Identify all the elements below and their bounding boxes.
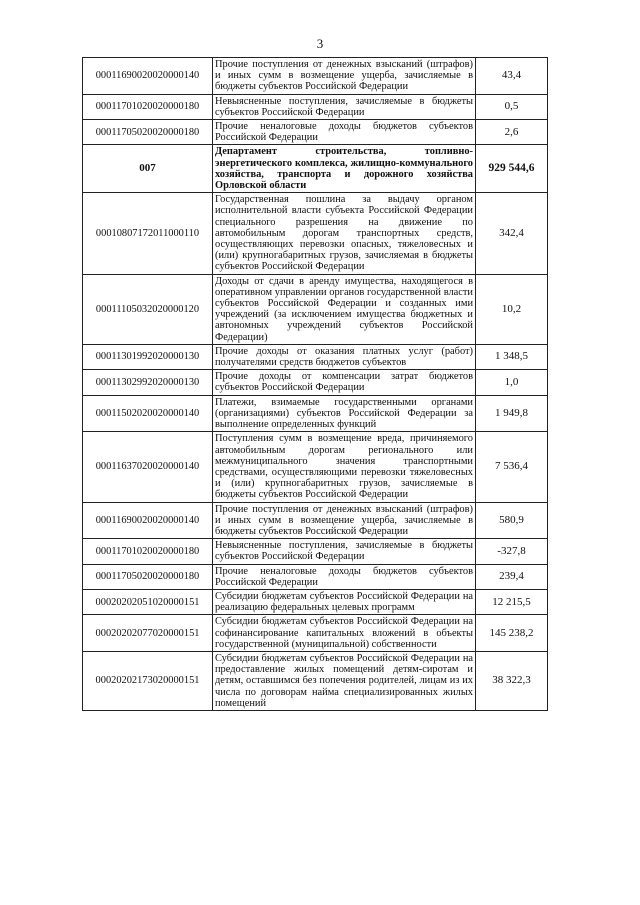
amount-cell: 2,6 xyxy=(476,120,548,145)
budget-code-cell: 00011105032020000120 xyxy=(83,274,213,344)
amount-cell: 580,9 xyxy=(476,502,548,539)
revenue-name-cell: Прочие доходы от оказания платных услуг (работ) получателями средств бюджетов субъектов xyxy=(213,344,476,369)
budget-code-cell: 00020202051020000151 xyxy=(83,589,213,614)
revenue-name-cell: Поступления сумм в возмещение вреда, причиняемого автомобильным дорогам регионального или межмуниципального значения транспортными средствами, осуществляющими перевозки тяжеловесных и (или) крупногабаритных грузов, зачисляемые в бюджеты субъектов Российской Федерации xyxy=(213,432,476,502)
revenue-name-cell: Платежи, взимаемые государственными органами (организациями) субъектов Российской Федерации за выполнение определенных функций xyxy=(213,395,476,432)
revenue-table xyxy=(82,57,548,711)
revenue-name-cell: Прочие доходы от компенсации затрат бюджетов субъектов Российской Федерации xyxy=(213,370,476,395)
department-row xyxy=(83,145,548,193)
budget-code-cell: 00011701020020000180 xyxy=(83,94,213,119)
page-number: 3 xyxy=(316,36,324,51)
revenue-name-cell: Доходы от сдачи в аренду имущества, находящегося в оперативном управлении органов государственной власти субъектов Российской Федерации и созданных ими учреждений (за исключением имущества бюджетных и автономных учреждений субъектов Российской Федерации) xyxy=(213,274,476,344)
budget-code-cell: 00010807172011000110 xyxy=(83,193,213,274)
amount-cell: 239,4 xyxy=(476,564,548,589)
amount-cell: 1 949,8 xyxy=(476,395,548,432)
table-row xyxy=(83,564,548,589)
table-row xyxy=(83,370,548,395)
budget-code-cell: 00011502020020000140 xyxy=(83,395,213,432)
revenue-name-cell: Прочие неналоговые доходы бюджетов субъектов Российской Федерации xyxy=(213,120,476,145)
revenue-name-cell: Государственная пошлина за выдачу органом исполнительной власти субъекта Российской Федерации специального разрешения на движение по автомобильным дорогам транспортных средств, осуществляющих перевозки опасных, тяжеловесных и (или) крупногабаритных грузов, зачисляемая в бюджеты субъектов Российской Федерации xyxy=(213,193,476,274)
amount-cell: 12 215,5 xyxy=(476,589,548,614)
budget-code-cell: 00020202077020000151 xyxy=(83,615,213,652)
amount-cell: 929 544,6 xyxy=(476,145,548,193)
table-row xyxy=(83,120,548,145)
table-row xyxy=(83,615,548,652)
revenue-name-cell: Невыясненные поступления, зачисляемые в бюджеты субъектов Российской Федерации xyxy=(213,94,476,119)
budget-code-cell: 00011690020020000140 xyxy=(83,58,213,95)
budget-code-cell: 00011637020020000140 xyxy=(83,432,213,502)
budget-code-cell: 00011701020020000180 xyxy=(83,539,213,564)
table-row xyxy=(83,589,548,614)
revenue-name-cell: Субсидии бюджетам субъектов Российской Федерации на реализацию федеральных целевых программ xyxy=(213,589,476,614)
revenue-name-cell: Департамент строительства, топливно-энергетического комплекса, жилищно-коммунального хозяйства, транспорта и дорожного хозяйства Орловской области xyxy=(213,145,476,193)
amount-cell: -327,8 xyxy=(476,539,548,564)
revenue-name-cell: Прочие поступления от денежных взысканий (штрафов) и иных сумм в возмещение ущерба, зачисляемые в бюджеты субъектов Российской Федерации xyxy=(213,502,476,539)
amount-cell: 38 322,3 xyxy=(476,651,548,710)
table-row xyxy=(83,432,548,502)
table-row xyxy=(83,539,548,564)
budget-code-cell: 00011302992020000130 xyxy=(83,370,213,395)
amount-cell: 0,5 xyxy=(476,94,548,119)
amount-cell: 145 238,2 xyxy=(476,615,548,652)
table-row xyxy=(83,274,548,344)
amount-cell: 1,0 xyxy=(476,370,548,395)
table-row xyxy=(83,651,548,710)
revenue-name-cell: Субсидии бюджетам субъектов Российской Федерации на софинансирование капитальных вложений в объекты государственной (муниципальной) собственности xyxy=(213,615,476,652)
budget-code-cell: 00020202173020000151 xyxy=(83,651,213,710)
amount-cell: 1 348,5 xyxy=(476,344,548,369)
revenue-name-cell: Невыясненные поступления, зачисляемые в бюджеты субъектов Российской Федерации xyxy=(213,539,476,564)
revenue-table-body xyxy=(83,58,548,711)
amount-cell: 7 536,4 xyxy=(476,432,548,502)
amount-cell: 10,2 xyxy=(476,274,548,344)
revenue-name-cell: Прочие поступления от денежных взысканий (штрафов) и иных сумм в возмещение ущерба, зачисляемые в бюджеты субъектов Российской Федерации xyxy=(213,58,476,95)
budget-code-cell: 00011690020020000140 xyxy=(83,502,213,539)
amount-cell: 43,4 xyxy=(476,58,548,95)
table-row xyxy=(83,94,548,119)
amount-cell: 342,4 xyxy=(476,193,548,274)
table-row xyxy=(83,344,548,369)
table-row xyxy=(83,58,548,95)
budget-code-cell: 00011301992020000130 xyxy=(83,344,213,369)
revenue-name-cell: Прочие неналоговые доходы бюджетов субъектов Российской Федерации xyxy=(213,564,476,589)
budget-code-cell: 00011705020020000180 xyxy=(83,564,213,589)
budget-code-cell: 007 xyxy=(83,145,213,193)
table-row xyxy=(83,193,548,274)
revenue-name-cell: Субсидии бюджетам субъектов Российской Федерации на предоставление жилых помещений детям-сиротам и детям, оставшимся без попечения родителей, лицам из их числа по договорам найма специализированных жилых помещений xyxy=(213,651,476,710)
table-row xyxy=(83,395,548,432)
table-row xyxy=(83,502,548,539)
budget-code-cell: 00011705020020000180 xyxy=(83,120,213,145)
